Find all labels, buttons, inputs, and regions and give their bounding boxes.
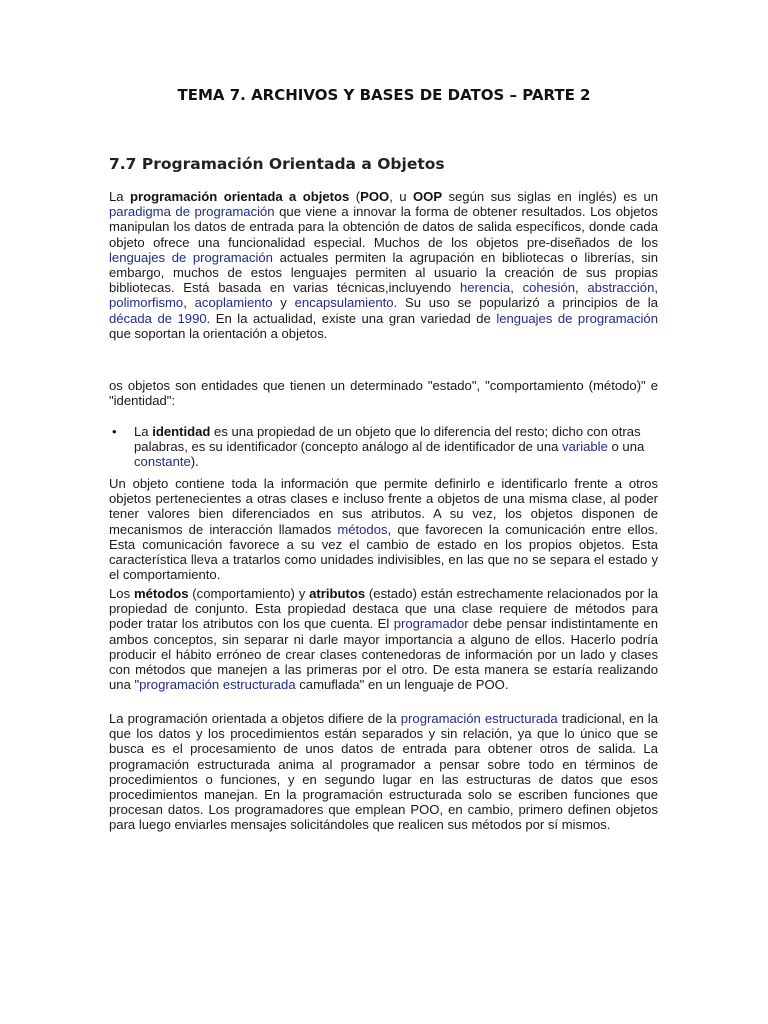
section-heading: 7.7 Programación Orientada a Objetos <box>109 155 445 173</box>
text: , que favorecen la comunicación entre ellos. Esta comunicación favorece a su vez el cambio de estado en los propios objetos. Esta característica lleva a tratarlos como unidades indivisibles, en las que no se separa el estado y el comportamiento. <box>109 521 658 583</box>
paragraph-objetos: os objetos son entidades que tienen un determinado "estado", "comportamiento (método)" e "identidad": <box>109 378 658 409</box>
bold-term: métodos <box>133 586 189 601</box>
paragraph-metodos-atributos <box>109 586 658 692</box>
bullet-list <box>109 424 658 470</box>
paragraph-objeto-contiene <box>109 476 658 582</box>
text: o una <box>607 439 645 455</box>
text: camuflada" en un lenguaje de POO. <box>295 677 509 693</box>
link-constante[interactable]: constante <box>134 454 191 470</box>
link-encapsulamiento[interactable]: encapsulamiento <box>294 295 394 311</box>
text: , <box>183 295 195 311</box>
text: que soportan la orientación a objetos. <box>109 325 328 341</box>
text: Un objeto contiene toda la información que permite definirlo e identificarlo frente a otros objetos pertenecientes a otras clases e incluso frente a objetos de una misma clase, al poder tener valores bien diferenciados en sus atributos. A su vez, los objetos disponen de mecanismos de interacción llamados <box>109 476 658 537</box>
link-lenguajes-2[interactable]: lenguajes de programación <box>496 310 658 326</box>
document-title: TEMA 7. ARCHIVOS Y BASES DE DATOS – PARTE 2 <box>177 86 591 104</box>
link-cohesion[interactable]: cohesión <box>522 280 575 296</box>
text: ( <box>349 189 361 204</box>
bold-term: programación orientada a objetos <box>129 189 350 204</box>
bullet-icon: • <box>112 424 117 439</box>
link-paradigma[interactable]: paradigma de programación <box>109 204 275 220</box>
text: La <box>134 424 153 439</box>
text: es una propiedad de un objeto que lo diferencia del resto; dicho con otras palabras, es su identificador (concepto análogo al de identificador de una <box>134 424 641 455</box>
link-decada-1990[interactable]: década de 1990 <box>109 310 207 326</box>
bold-term: POO <box>360 189 390 204</box>
paragraph-intro <box>109 189 658 341</box>
bold-term: atributos <box>309 586 366 601</box>
text: La programación orientada a objetos difiere de la <box>109 711 401 726</box>
link-acoplamiento[interactable]: acoplamiento <box>194 295 273 311</box>
link-lenguajes[interactable]: lenguajes de programación <box>109 249 273 265</box>
text: , u <box>389 189 413 204</box>
bold-term: identidad <box>152 424 211 439</box>
text: (comportamiento) y <box>188 586 310 601</box>
link-polimorfismo[interactable]: polimorfismo <box>109 295 184 311</box>
text: que viene a innovar la forma de obtener resultados. Los objetos manipulan los datos de entrada para la obtención de datos de salida específicos, donde cada objeto ofrece una funcionalidad especial. Muchos de los objetos pre-diseñados de los <box>109 204 658 250</box>
text: (estado) están estrechamente relacionados por la propiedad de conjunto. Esta propiedad destaca que una clase requiere de métodos para poder tratar los atributos con los que cuenta. El <box>109 586 659 632</box>
paragraph-diferencias <box>109 711 658 833</box>
list-item <box>109 424 658 470</box>
link-programacion-estructurada[interactable]: programación estructurada <box>139 677 296 693</box>
link-programacion-estructurada-2[interactable]: programación estructurada <box>400 711 558 726</box>
link-variable[interactable]: variable <box>562 439 608 455</box>
text: Los <box>109 586 134 601</box>
text: . En la actualidad, existe una gran variedad de <box>206 310 497 326</box>
link-programador[interactable]: programador <box>393 616 469 632</box>
text: . Su uso se popularizó a principios de la <box>393 295 658 311</box>
text: debe pensar indistintamente en ambos conceptos, sin separar ni darle mayor importancia a alguno de ellos. Hacerlo podría producir el hábito erróneo de crear clases contenedoras de información por un lado y clases con métodos que manejen a las primeras por el otro. De esta manera se estaría realizando una " <box>109 616 658 693</box>
text: actuales permiten la agrupación en bibliotecas o librerías, sin embargo, muchos de estos lenguajes permiten al usuario la creación de sus propias bibliotecas. Está basada en varias técnicas,incluyendo <box>109 249 658 296</box>
link-herencia[interactable]: herencia <box>459 280 511 296</box>
text: , <box>510 280 523 296</box>
text: , <box>575 280 588 296</box>
bold-term: OOP <box>412 189 443 204</box>
text: tradicional, en la que los datos y los procedimientos están separados y sin relación, ya que lo único que se busca es el procesamiento de unos datos de entrada para obtener otros de salida. La programación estructurada anima al programador a pensar sobre todo en términos de procedimientos o funciones, y en segundo lugar en las estructuras de datos que esos procedimientos manejan. En la programación estructurada solo se escriben funciones que procesan datos. Los programadores que emplean POO, en cambio, primero definen objetos para luego enviarles mensajes solicitándoles que realicen sus métodos por sí mismos. <box>109 711 658 833</box>
text: ). <box>190 454 199 470</box>
text: , <box>654 280 658 296</box>
text: La <box>109 189 130 204</box>
link-abstraccion[interactable]: abstracción <box>587 280 655 296</box>
link-metodos[interactable]: métodos <box>337 521 388 537</box>
text: y <box>272 295 295 311</box>
text: según sus siglas en inglés) es un <box>442 189 659 204</box>
